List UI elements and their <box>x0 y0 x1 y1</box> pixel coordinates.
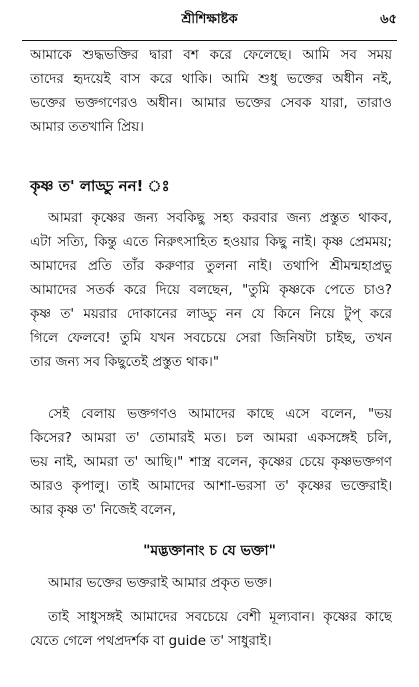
paragraph-3-line: আর কৃষ্ণ ত' নিজেই বলেন, <box>30 503 176 518</box>
paragraph-5 <box>30 606 392 654</box>
paragraph-4-line: আমার ভক্তের ভক্তরাই আমার প্রকৃত ভক্ত। <box>48 576 273 591</box>
paragraph-3-line: কিসের? আমরা ত' তোমারই মত। চল আমরা একসঙ্গেই চলি, <box>30 431 392 446</box>
paragraph-2-line: আমাদের সতর্ক করে দিয়ে বলছেন, "তুমি কৃষ্ণকে পেতে চাও? <box>30 283 392 298</box>
paragraph-3-line: আরও কৃপালু। তাই আমাদের আশা-ভরসা ত' কৃষ্ণের ভক্তেরাই। <box>30 479 392 494</box>
paragraph-2-line: আমাদের প্রতি তাঁর করুণার তুলনা নাই। তথাপি শ্রীমন্মহাপ্রভু <box>30 259 392 274</box>
page-header <box>0 10 419 30</box>
header-rule <box>22 40 397 41</box>
paragraph-1 <box>30 44 392 140</box>
running-title: শ্রীশিক্ষাষ্টক <box>181 12 238 27</box>
paragraph-5-line: তাই সাধুসঙ্গই আমাদের সবচেয়ে বেশী মূল্যবান। কৃষ্ণের কাছে <box>48 610 392 625</box>
paragraph-1-line: ভক্তের ভক্তগণেরও অধীন। আমার ভক্তের সেবক যারা, তারাও <box>30 96 392 111</box>
paragraph-2-line: এটা সত্যি, কিন্তু এতে নিরুৎসাহিত হওয়ার কিছু নাই। কৃষ্ণ প্রেমময়; <box>30 235 392 250</box>
paragraph-3 <box>30 403 392 523</box>
paragraph-4 <box>30 572 392 596</box>
paragraph-1-line: আমাকে শুদ্ধভক্তির দ্বারা বশ করে ফেলেছে। আমি সব সময় <box>30 48 392 63</box>
paragraph-3-line: সেই বেলায় ভক্তগণও আমাদের কাছে এসে বলেন, "ভয় <box>48 407 392 422</box>
page-number: ৬৫ <box>380 12 397 27</box>
section-heading: কৃষ্ণ ত' লাড্ডু নন! ঃ <box>30 177 170 195</box>
paragraph-1-line: তাদের হৃদয়েই বাস করে থাকি। আমি শুধু ভক্তের অধীন নই, <box>30 72 392 87</box>
scripture-quote: "মদ্ভক্তানাং চ যে ভক্তা" <box>143 543 276 559</box>
paragraph-2 <box>30 207 392 375</box>
paragraph-1-line: আমার ততখানি প্রিয়। <box>30 120 144 135</box>
paragraph-2-line: কৃষ্ণ ত' ময়রার দোকানের লাড্ডু নন যে কিনে নিয়ে টুপ্ করে <box>30 307 392 322</box>
paragraph-2-line: গিলে ফেলবে! তুমি যখন সবচেয়ে সেরা জিনিষটা চাইছ, তখন <box>30 331 392 346</box>
paragraph-2-line: আমরা কৃষ্ণের জন্য সবকিছু সহ্য করবার জন্য প্রস্তুত থাকব, <box>48 211 392 226</box>
paragraph-5-line: যেতে গেলে পথপ্রদর্শক বা guide ত' সাধুরাই। <box>30 634 272 649</box>
paragraph-3-line: ভয় নাই, আমরা ত' আছি।" শাস্ত্র বলেন, কৃষ্ণের চেয়ে কৃষ্ণভক্তগণ <box>30 455 392 470</box>
paragraph-2-line: তার জন্য সব কিছুতেই প্রস্তুত থাক।" <box>30 355 219 370</box>
